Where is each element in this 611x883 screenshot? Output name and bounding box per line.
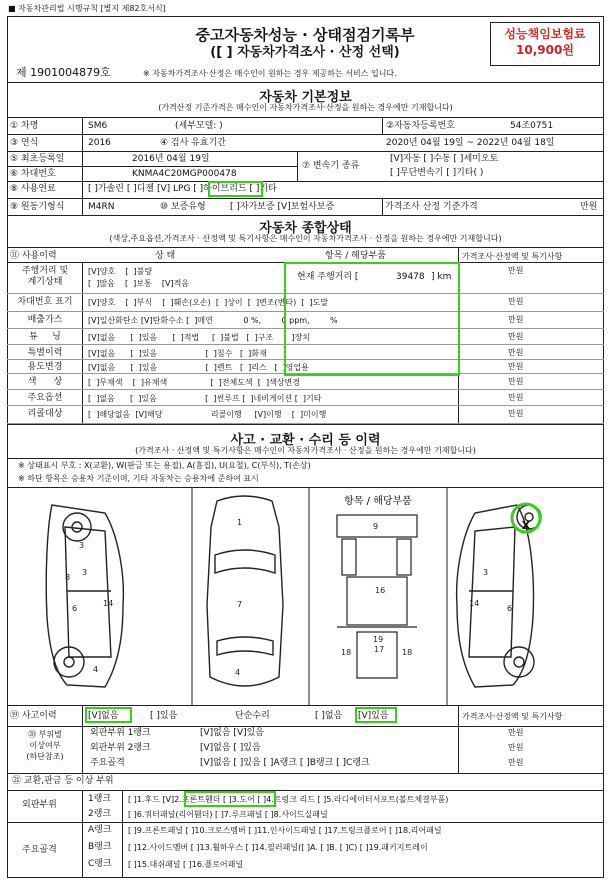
svg-text:4: 4 xyxy=(93,665,99,674)
condition-row-unit: 만원 xyxy=(508,266,524,275)
svg-text:17: 17 xyxy=(374,645,385,654)
svg-text:7: 7 xyxy=(237,600,243,609)
base-price-label: 가격조사 산정 기준가격 xyxy=(385,202,478,212)
first-registration-value: 2016년 04월 19일 xyxy=(132,154,210,164)
svg-text:9: 9 xyxy=(373,522,379,531)
status-legend: ※ 상태표시 부호 : X(교환), W(판금 또는 용접), A(흠집), U(요철), C(부식), T(손상) xyxy=(18,461,311,470)
condition-row-label: 주요옵션 xyxy=(27,393,63,403)
condition-row-status: [V]없음 [ ]있음 [ ]렌트 [ ]리스 [ ]영업용 xyxy=(88,363,309,372)
condition-row-unit: 만원 xyxy=(508,409,524,418)
accident-yes: [ ]있음 xyxy=(150,711,178,721)
frame-row-name: 주요골격 xyxy=(90,758,125,768)
frame-row-unit: 만원 xyxy=(508,743,524,752)
condition-row-unit: 만원 xyxy=(508,362,524,371)
condition-row-label: 용도변경 xyxy=(27,362,63,372)
exchange-items: [ ]12.사이드멤버 [ ]13.휠하우스 [ ]14.필러패널([ ]A. [ ]B. [ ]C) [ ]19.패키지트레이 xyxy=(128,843,428,852)
svg-text:14: 14 xyxy=(469,599,480,608)
exchange-rank: 2랭크 xyxy=(88,809,112,819)
inspection-validity-value: 2020년 04월 19일 ~ 2022년 04월 18일 xyxy=(386,138,555,148)
front-fender-highlight xyxy=(184,791,276,807)
exchange-header: ㉑ 교환,판금 등 이상 부위 xyxy=(12,776,114,786)
year-value: 2016 xyxy=(88,138,111,148)
main-frame-label: 주요골격 xyxy=(22,845,57,855)
frame-row-unit: 만원 xyxy=(508,758,524,767)
insurance-label: 성능책임보험료 xyxy=(504,27,586,41)
accident-price-header: 가격조사·산정액 및 특기사항 xyxy=(462,712,563,721)
svg-text:16: 16 xyxy=(375,586,386,595)
left-side-car xyxy=(46,505,123,687)
svg-text:X: X xyxy=(521,519,531,532)
frame-row-unit: 만원 xyxy=(508,728,524,737)
condition-row-status: [ ]없음 [ ]있음 [ ]썬루프 [ ]네비게이션 [ ]기타 xyxy=(88,394,322,403)
simple-repair-highlight xyxy=(355,707,397,723)
svg-text:18: 18 xyxy=(341,648,352,657)
lpg-highlight xyxy=(208,181,263,197)
warranty-label: ⑩ 보증유형 xyxy=(160,202,206,212)
mileage-unit: ] km xyxy=(431,272,452,282)
mileage-label: 현재 주행거리 [ xyxy=(297,272,359,282)
inspection-validity-label: ④ 검사 유효기간 xyxy=(160,138,226,148)
vin-label: ⑥ 차대번호 xyxy=(10,169,56,179)
status-col: 상 태 xyxy=(155,251,176,261)
exchange-rank: B랭크 xyxy=(88,842,112,852)
exchange-rank: A랭크 xyxy=(88,825,112,835)
svg-text:1: 1 xyxy=(237,518,243,527)
condition-row-label: 차대번호 표기 xyxy=(17,297,73,307)
condition-row-unit: 만원 xyxy=(508,393,524,402)
accident-note: (가격조사 · 산정액 및 특기사항은 매수인이 자동차가격조사 · 산정을 원하는 경우에만 기재합니다) xyxy=(135,446,476,455)
exchange-rank: 1랭크 xyxy=(88,794,112,804)
condition-row-label: 배출가스 xyxy=(27,315,63,325)
simple-repair-label: 단순수리 xyxy=(235,711,270,721)
damage-diagram xyxy=(7,487,604,705)
warranty-options: [ ]자가보증 [V]보험사보증 xyxy=(230,202,335,212)
svg-text:3: 3 xyxy=(79,541,85,550)
svg-text:8: 8 xyxy=(65,573,71,582)
insurance-amount: 10,900원 xyxy=(516,43,574,57)
svg-text:6: 6 xyxy=(72,604,78,613)
condition-note: (색상,주요옵션,가격조사 · 산정액 및 특기사항은 매수인이 자동차가격조사 · 산정을 원하는 경우에만 기재합니다) xyxy=(109,234,502,243)
fuel-label: ⑧ 사용연료 xyxy=(10,184,56,194)
condition-row-status: [V]일산화탄소 [V]탄화수소 [ ]매연 0 %, 0 ppm, % xyxy=(88,316,338,325)
condition-row-status: [ ]해당없음 [V]해당 리콜이행 [V]이행 [ ]미이행 xyxy=(88,410,327,419)
exchange-items: [ ]6.쿼터패널(리어휀더) [ ]7.루프패널 [ ]8.사이드실패널 xyxy=(128,810,328,819)
svg-text:14: 14 xyxy=(103,599,114,608)
service-note: ※ 자동차가격조사·산정은 매수인이 원하는 경우 제공하는 서비스 입니다. xyxy=(143,69,397,78)
frame-row-name: 외판부위 1랭크 xyxy=(90,728,151,738)
condition-row-label: 튜 닝 xyxy=(29,332,61,342)
condition-row-label: 색 상 xyxy=(27,377,63,387)
price-col: 가격조사·산정액 및 특기사항 xyxy=(462,252,563,261)
exchange-items: [ ]1.후드 [V]2.프론트휀더 [ ]3.도어 [ ]4.트렁크 리드 [ ]5.라디에이터서포트(볼트체결부품) xyxy=(128,795,449,804)
exchange-items: [ ]15.대쉬패널 [ ]16.플로어패널 xyxy=(128,860,244,869)
frame-row-options: [V]없음 [V]있음 xyxy=(200,728,264,738)
condition-row-status: [V]없음 [ ]있음 [ ]침수 [ ]화재 xyxy=(88,349,267,358)
frame-row-options: [V]없음 [ ]있음 [ ]A랭크 [ ]B랭크 [ ]C랭크 xyxy=(200,758,370,768)
accident-history-label: ⑲ 사고이력 xyxy=(10,711,57,721)
insurance-box xyxy=(490,22,600,66)
frame-row-name: 외판부위 2랭크 xyxy=(90,743,151,753)
transmission-options-1: [V]자동 [ ]수동 [ ]세미오토 xyxy=(390,154,499,164)
record-number: 제 1901004879호 xyxy=(16,66,111,79)
svg-text:18: 18 xyxy=(402,648,413,657)
basic-info-header: 자동차 기본정보 xyxy=(259,90,352,105)
frame-row-options: [V]없음 [ ]있음 xyxy=(200,743,261,753)
condition-row-label: 특별이력 xyxy=(27,348,63,358)
condition-row-status: [V]없음 [ ]있음 [ ]적법 [ ]불법 [ ]구조 [ ]장치 xyxy=(88,333,311,342)
legal-note: ■ 자동차관리법 시행규칙 [별지 제82호서식] xyxy=(8,4,166,13)
transmission-label: ⑦ 변속기 종류 xyxy=(302,161,360,171)
condition-row-unit: 만원 xyxy=(508,348,524,357)
first-registration-label: ⑤ 최초등록일 xyxy=(10,154,65,164)
frame-status-label: ⑳ 부위별 이상여부 (하단참조) xyxy=(26,730,64,761)
exchange-rank: C랭크 xyxy=(88,859,112,869)
transmission-options-2: [ ]무단변속기 [ ]기타( ) xyxy=(390,168,484,178)
svg-text:4: 4 xyxy=(235,668,241,677)
form-subtitle: ([ ] 자동차가격조사 · 산정 선택) xyxy=(210,45,400,60)
outer-panel-label: 외판부위 xyxy=(22,800,57,810)
condition-row-status: [V]양호 [ ]부식 [ ]훼손(오손) [ ]상이 [ ]변조(변타) [ ]도말 xyxy=(88,298,329,307)
base-price-unit: 만원 xyxy=(580,202,598,212)
condition-row-label: 주행거리 및 계기상태 xyxy=(21,266,69,287)
svg-text:3: 3 xyxy=(483,568,489,577)
engine-value: M4RN xyxy=(88,202,115,212)
svg-text:19: 19 xyxy=(373,635,384,644)
accident-none: [V]없음 xyxy=(88,711,119,721)
vehicle-standard-note: ※ 하단 항목은 승용차 기준이며, 기타 자동차는 승용차에 준하여 표시 xyxy=(18,474,259,483)
car-name-value: SM6 xyxy=(88,121,108,131)
svg-text:6: 6 xyxy=(507,604,513,613)
condition-row-status: [ ]무채색 [ ]유채색 [ ]전체도색 [ ]색상변경 xyxy=(88,378,300,387)
engine-label: ⑨ 원동기형식 xyxy=(10,202,65,212)
exchange-items: [ ]9.프론트패널 [ ]10.크로스멤버 [ ]11.인사이드패널 [ ]17.트렁크플로어 [ ]18.리어패널 xyxy=(128,826,442,835)
year-label: ③ 연식 xyxy=(10,138,39,148)
registration-label: ②자동차등록번호 xyxy=(386,121,455,131)
simple-repair-none: [ ]없음 xyxy=(315,711,343,721)
condition-row-unit: 만원 xyxy=(508,377,524,386)
top-view-car xyxy=(207,496,283,686)
car-name-label: ① 차명 xyxy=(10,121,39,131)
condition-row-status: [V]양호 [ ]불량 [ ]많음 [ ]보통 [V]적음 xyxy=(88,267,190,288)
condition-row-unit: 만원 xyxy=(508,297,524,306)
condition-header: 자동차 종합상태 xyxy=(259,221,352,236)
simple-repair-yes: [V]있음 xyxy=(358,711,389,721)
use-history-col: ⑪ 사용이력 xyxy=(10,251,57,261)
accident-none-highlight xyxy=(85,707,132,723)
diagram-title-text: 항목 / 해당부품 xyxy=(344,496,412,507)
vin-value: KNMA4C20MGP000478 xyxy=(132,169,237,179)
condition-row-label: 리콜대상 xyxy=(27,409,63,419)
svg-text:3: 3 xyxy=(82,568,88,577)
condition-row-unit: 만원 xyxy=(508,332,524,341)
form-title: 중고자동차성능 · 상태점검기록부 xyxy=(195,26,415,44)
condition-row-unit: 만원 xyxy=(508,315,524,324)
fuel-options: [ ]가솔린 [ ]디젤 [V] LPG [ ]하이브리드 [ ]기타 xyxy=(88,184,277,194)
car-detail-model: (세부모델: ) xyxy=(175,121,223,131)
item-col: 항목 / 해당부품 xyxy=(325,251,386,261)
mileage-value: 39478 xyxy=(396,272,425,282)
basic-info-note: (가격산정 기준가격은 매수인이 자동차가격조사·산정을 원하는 경우에만 기재합니다) xyxy=(158,103,453,112)
registration-value: 54조0751 xyxy=(510,121,554,131)
accident-header: 사고 · 교환 · 수리 등 이력 xyxy=(230,433,381,448)
